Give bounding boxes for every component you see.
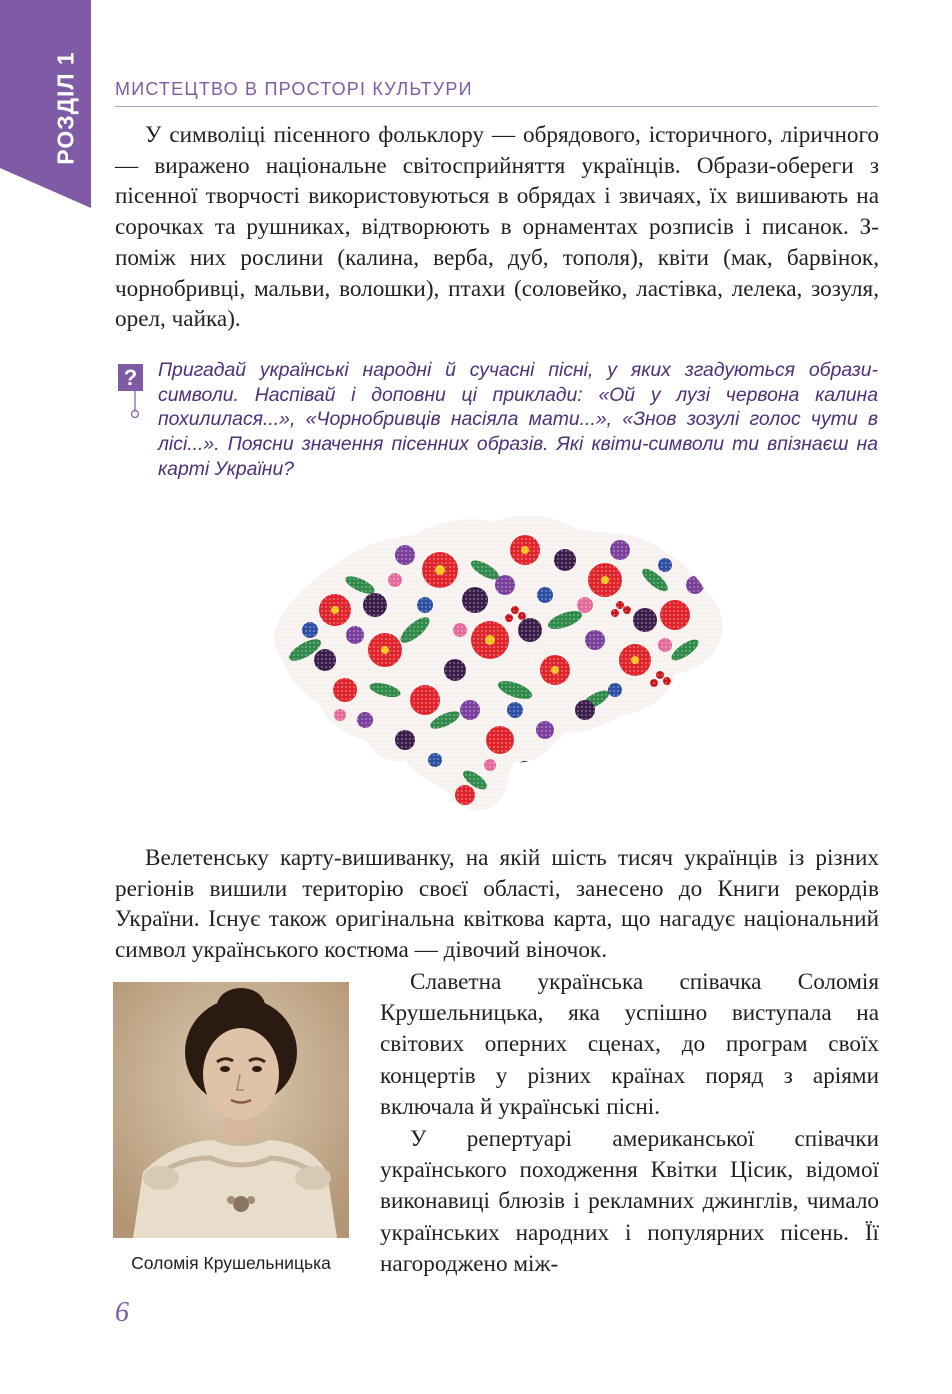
question-icon: ? bbox=[118, 364, 143, 391]
chapter-label: РОЗДІЛ 1 bbox=[52, 51, 79, 165]
embroidered-flower-map-image bbox=[265, 510, 735, 830]
body-paragraph-2: Велетенську карту-вишиванку, на якій шість тисяч українців із різних регіонів вишили територію своєї області, занесено до Книги рекордів України. Існує також оригінальна квіткова карта, що нагадує національний символ українського костюма — дівочий віночок. bbox=[115, 845, 879, 964]
body-paragraph-3: Славетна українська співачка Соломія Крушельницька, яка успішно виступала на світових оперних сценах, до програм своїх концертів у різних країнах поряд з аріями включала й українські пісні. bbox=[380, 969, 879, 1120]
header-divider bbox=[115, 106, 878, 107]
running-header: МИСТЕЦТВО В ПРОСТОРІ КУЛЬТУРИ bbox=[115, 79, 473, 99]
question-text: Пригадай українські народні й сучасні пісні, у яких згадуються образи-символи. Наспівай і доповни ці приклади: «Ой у лузі червона калина похилилася...», «Чорнобривців насіяла мати...», «Знов зозулі голос чути в лісі...». Поясни значення пісенних образів. Які квіти-символи ти впізнаєш на карті України? bbox=[158, 359, 878, 480]
body-paragraph-4: У репертуарі американської співачки українського походження Квітки Цісик, відомої виконавиці блюзів і рекламних джинглів, чимало українських народних і популярних пісень. Її нагороджено між- bbox=[380, 1126, 879, 1277]
page-number: 6 bbox=[115, 1297, 129, 1328]
solomiya-krushelnytska-portrait-image bbox=[113, 982, 349, 1238]
portrait-caption: Соломія Крушельницька bbox=[131, 1253, 331, 1273]
chapter-side-tab bbox=[0, 0, 91, 208]
body-paragraph-1: У символіці пісенного фольклору — обрядового, історичного, ліричного — виражено національне світосприйняття українців. Образи-обереги з пісенної творчості використовуються в обрядах і звичаях, їх вишивають на сорочках та рушниках, відтворюють в орнаментах розписів і писанок. З-поміж них рослини (калина, верба, дуб, тополя), квіти (мак, барвінок, чорнобривці, мальви, волошки), птахи (соловейко, ластівка, лелека, зозуля, орел, чайка). bbox=[115, 122, 879, 333]
